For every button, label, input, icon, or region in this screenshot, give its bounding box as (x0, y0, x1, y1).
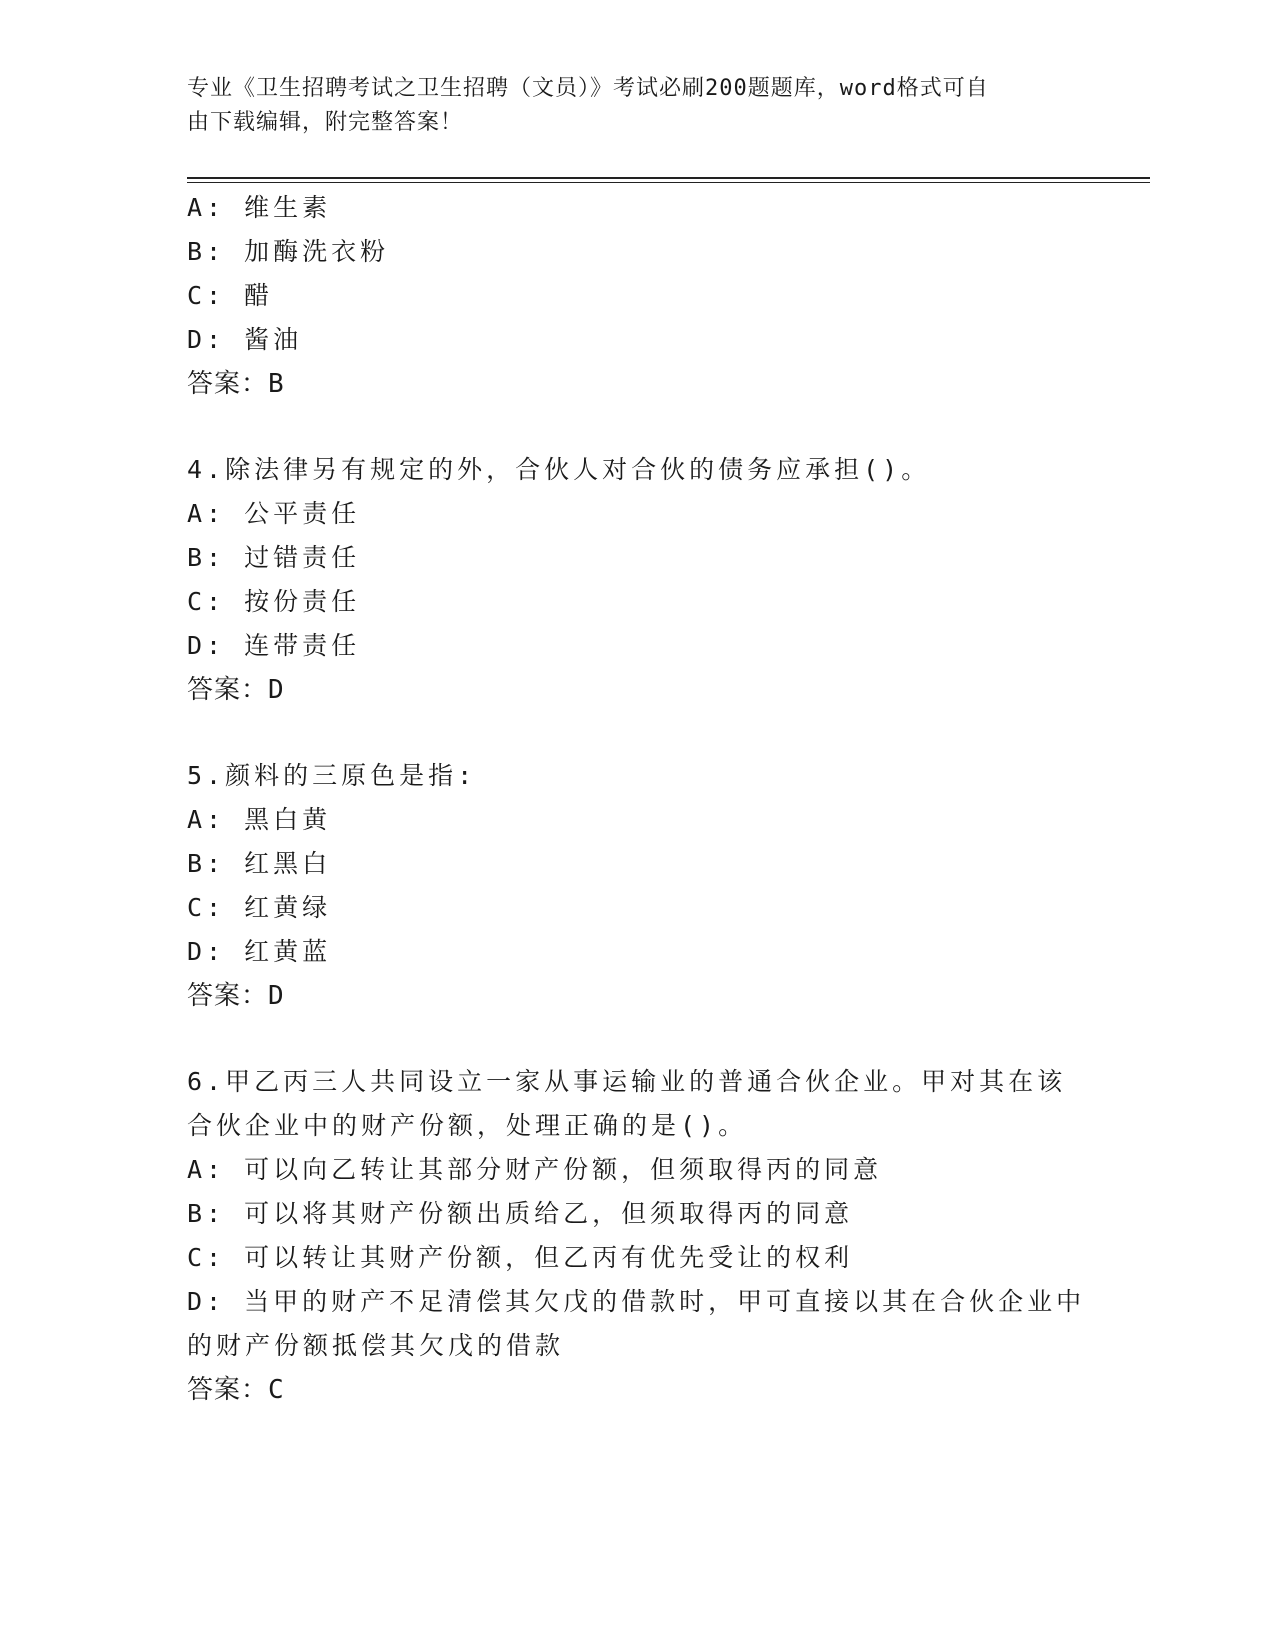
q6-stem-line-2: 合伙企业中的财产份额，处理正确的是()。 (187, 1111, 748, 1140)
q5-option-b: B: 红黑白 (187, 849, 332, 878)
q5-option-a: A: 黑白黄 (187, 805, 332, 834)
q5-option-d: D: 红黄蓝 (187, 937, 332, 966)
q5-stem: 5.颜料的三原色是指: (187, 761, 477, 790)
q5-option-c: C: 红黄绿 (187, 893, 332, 922)
q3-option-c: C: 醋 (187, 281, 274, 310)
q4-option-a: A: 公平责任 (187, 499, 361, 528)
q6-option-d-line-2: 的财产份额抵偿其欠戊的借款 (187, 1331, 565, 1360)
q3-answer: 答案：B (187, 369, 285, 399)
q3-option-b: B: 加酶洗衣粉 (187, 237, 390, 266)
q4-option-b: B: 过错责任 (187, 543, 361, 572)
q5-answer: 答案：D (187, 981, 285, 1011)
header-line-1: 专业《卫生招聘考试之卫生招聘（文员）》考试必刷200题题库，word格式可自 (187, 76, 989, 101)
q6-option-b: B: 可以将其财产份额出质给乙，但须取得丙的同意 (187, 1199, 854, 1228)
header-line-2: 由下载编辑，附完整答案！ (187, 110, 464, 135)
document-header (187, 72, 1067, 140)
q4-stem: 4.除法律另有规定的外，合伙人对合伙的债务应承担()。 (187, 455, 931, 484)
q4-option-c: C: 按份责任 (187, 587, 361, 616)
header-divider-thin (187, 182, 1150, 183)
header-divider-thick (187, 177, 1150, 179)
q3-option-d: D: 酱油 (187, 325, 303, 354)
q6-option-d-line-1: D: 当甲的财产不足清偿其欠戊的借款时，甲可直接以其在合伙企业中 (187, 1287, 1086, 1316)
q6-option-c: C: 可以转让其财产份额，但乙丙有优先受让的权利 (187, 1243, 854, 1272)
q6-stem-line-1: 6.甲乙丙三人共同设立一家从事运输业的普通合伙企业。甲对其在该 (187, 1067, 1067, 1096)
q4-option-d: D: 连带责任 (187, 631, 361, 660)
q3-option-a: A: 维生素 (187, 193, 332, 222)
q6-answer: 答案：C (187, 1375, 285, 1405)
q6-option-a: A: 可以向乙转让其部分财产份额，但须取得丙的同意 (187, 1155, 883, 1184)
q4-answer: 答案：D (187, 675, 285, 705)
